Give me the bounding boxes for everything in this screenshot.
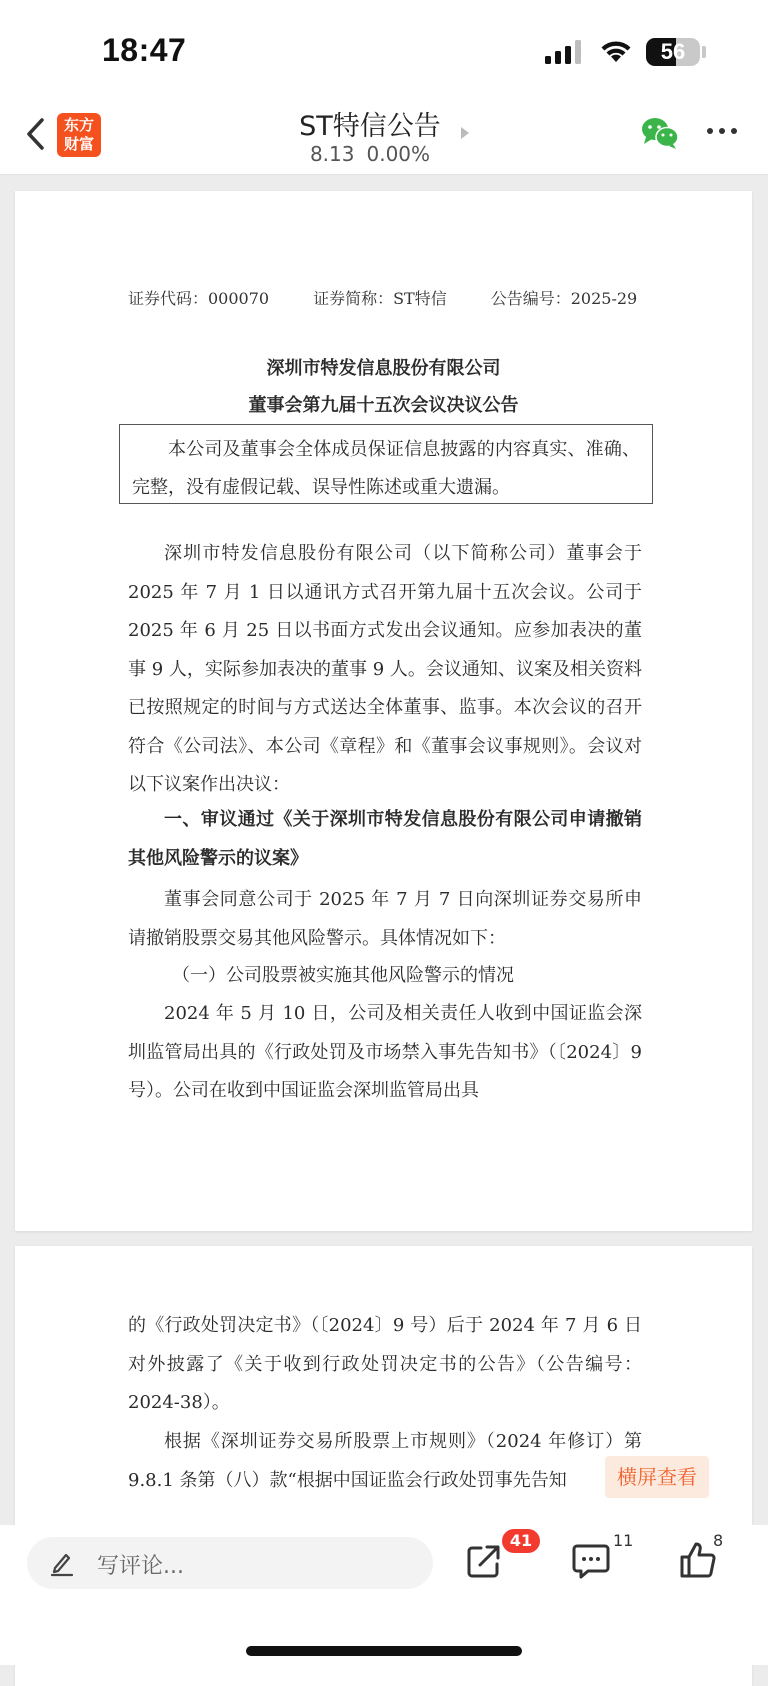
paragraph-2: 董事会同意公司于 2025 年 7 月 7 日向深圳证券交易所申请撤销股票交易其他风险警示。具体情况如下： (128, 889, 642, 949)
paragraph-1: 深圳市特发信息股份有限公司（以下简称公司）董事会于 2025 年 7 月 1 日以通讯方式召开第九届十五次会议。公司于 2025 年 6 月 25 日以书面方式发出会议通知。应参加表决的董事 9 人，实际参加表决的董事 9 人。会议通知、议案及相关资料已按照规定的时间与方式送达全体董事、监事。本次会议的召开符合《公司法》、本公司《章程》和《董事会议事规则》。会议对以下议案作出决议： (128, 543, 642, 795)
paragraph-3: 2024 年 5 月 10 日，公司及相关责任人收到中国证监会深圳监管局出具的《行政处罚及市场禁入事先告知书》（〔2024〕9 号）。公司在收到中国证监会深圳监管局出具 (128, 1003, 642, 1101)
like-count: 8 (713, 1531, 724, 1550)
announcement-meta (128, 286, 681, 309)
logo-line1: 东方 (63, 116, 94, 134)
wifi-icon (598, 38, 634, 64)
more-options-icon[interactable] (706, 124, 738, 138)
stock-price: 8.13 (309, 142, 355, 166)
share-icon[interactable] (466, 1543, 502, 1579)
company-name: 深圳市特发信息股份有限公司 (266, 358, 501, 379)
thumbs-up-icon[interactable] (679, 1541, 717, 1579)
document-page-1 (15, 191, 752, 1231)
battery-level: 56 (660, 39, 686, 64)
announcement-number: 公告编号：2025-29 (490, 289, 638, 308)
stock-quote[interactable] (250, 142, 490, 166)
stock-change: 0.00% (366, 142, 431, 166)
comment-input[interactable] (27, 1537, 433, 1589)
landscape-view-button[interactable]: 横屏查看 (605, 1456, 709, 1498)
battery-cap (702, 46, 706, 58)
nav-bar (0, 96, 768, 175)
play-arrow-icon[interactable] (461, 127, 469, 139)
logo-line2: 财富 (63, 135, 94, 153)
paragraph-4: 的《行政处罚决定书》（〔2024〕9 号）后于 2024 年 7 月 6 日对外披露了《关于收到行政处罚决定书的公告》（公告编号：2024-38）。 (128, 1315, 642, 1413)
wechat-share-icon[interactable] (640, 116, 680, 150)
security-short-name: 证券简称：ST特信 (313, 289, 447, 308)
battery-indicator (646, 38, 700, 66)
status-bar (0, 0, 768, 96)
back-arrow-icon[interactable] (22, 114, 50, 154)
announcement-heading: 董事会第九届十五次会议决议公告 (248, 395, 519, 416)
share-count-badge: 41 (502, 1529, 540, 1553)
comment-placeholder: 写评论... (97, 1554, 184, 1579)
comment-icon[interactable] (572, 1543, 610, 1579)
app-logo[interactable] (57, 113, 101, 157)
bottom-action-bar (0, 1525, 768, 1665)
cellular-signal-icon (544, 40, 584, 64)
home-indicator[interactable] (246, 1646, 522, 1656)
disclaimer-box: 本公司及董事会全体成员保证信息披露的内容真实、准确、完整，没有虚假记载、误导性陈述或重大遗漏。 (119, 424, 653, 504)
security-code: 证券代码：000070 (128, 289, 270, 308)
page-title[interactable]: ST特信公告 (299, 111, 441, 142)
section-heading-1: 一、审议通过《关于深圳市特发信息股份有限公司申请撤销其他风险警示的议案》 (128, 809, 642, 869)
paragraph-5: 根据《深圳证券交易所股票上市规则》（2024 年修订）第 9.8.1 条第（八）款“根据中国证监会行政处罚事先告知 (128, 1431, 642, 1491)
pen-icon (49, 1549, 75, 1577)
status-time: 18:47 (102, 32, 187, 68)
comment-count: 11 (613, 1531, 634, 1550)
subsection-heading-1: （一）公司股票被实施其他风险警示的情况 (172, 965, 514, 986)
